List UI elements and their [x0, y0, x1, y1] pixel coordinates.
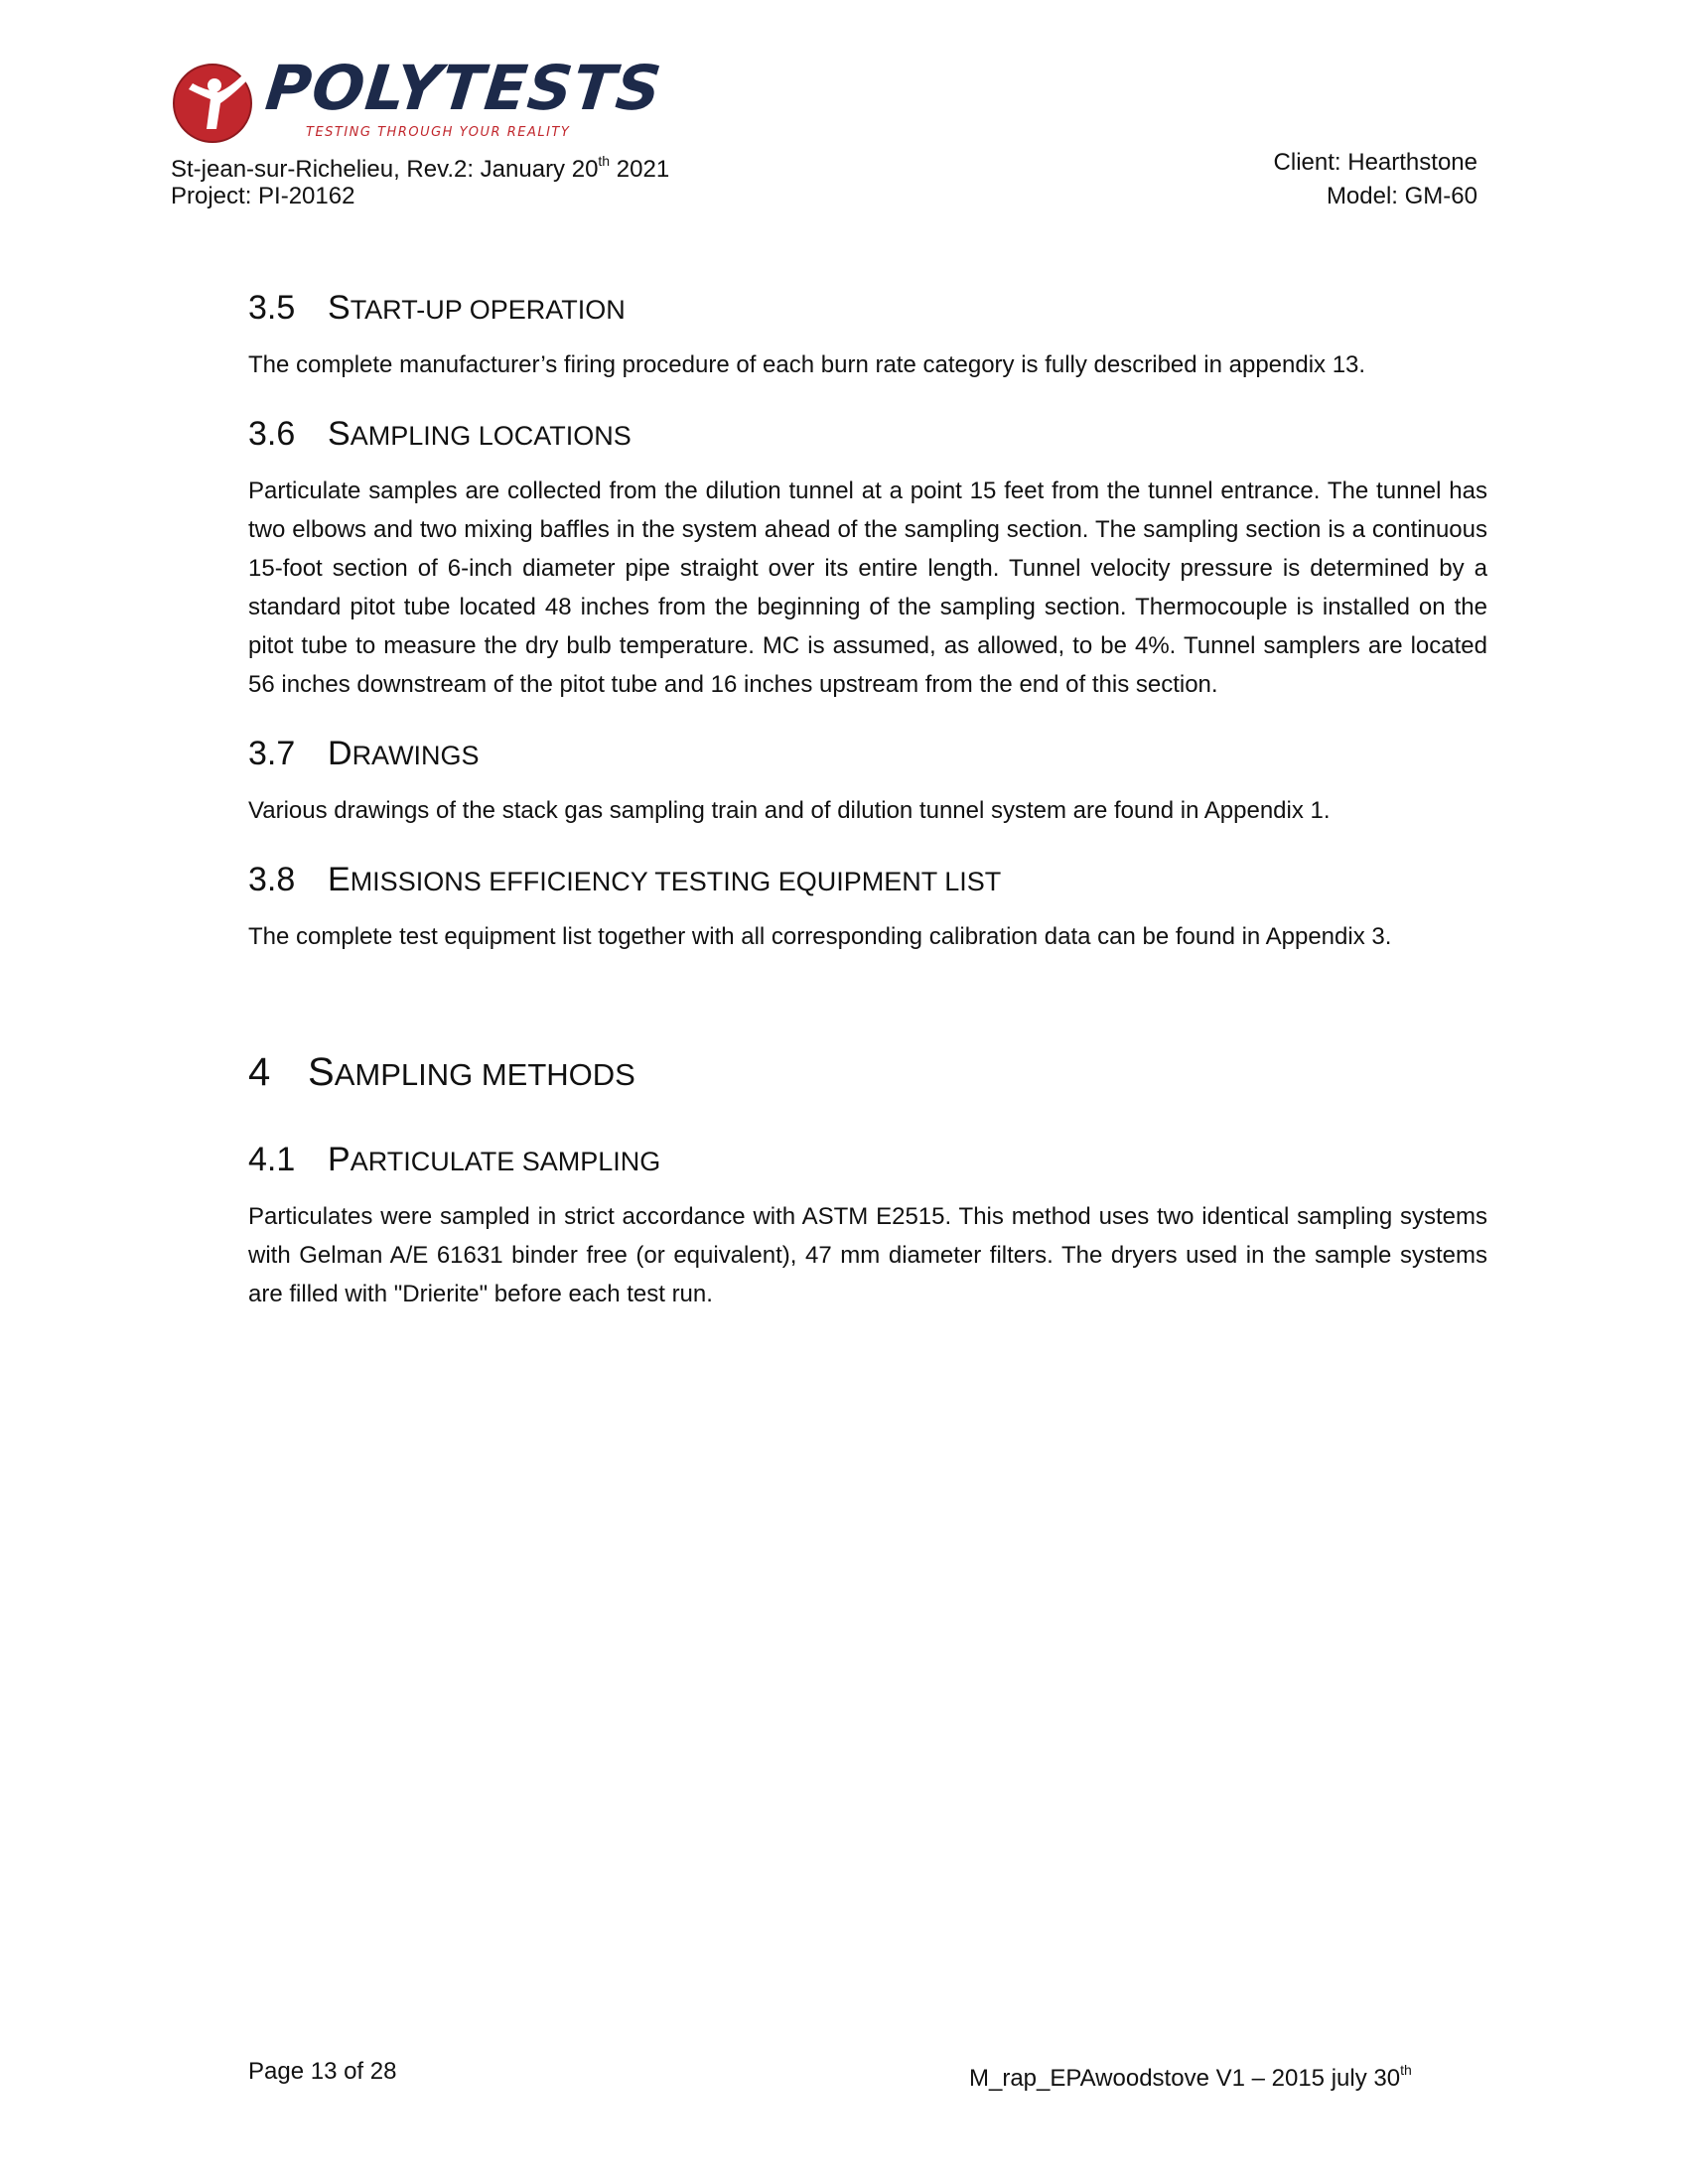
chapter-title-rest: AMPLING METHODS: [334, 1057, 635, 1092]
section-heading-3-7: [248, 724, 1487, 785]
polytests-logo: [171, 52, 666, 147]
section-body-3-6: Particulate samples are collected from the dilution tunnel at a point 15 feet from the tunnel entrance. The tunnel has two elbows and two mixing baffles in the system ahead of the sampling section. The sampling section is a continuous 15-foot section of 6-inch diameter pipe straight over its entire length. Tunnel velocity pressure is determined by a standard pitot tube located 48 inches from the beginning of the sampling section. Thermocouple is installed on the pitot tube to measure the dry bulb temperature. MC is assumed, as allowed, to be 4%. Tunnel samplers are located 56 inches downstream of the pitot tube and 16 inches upstream from the end of this section.: [248, 478, 1487, 698]
section-body-3-5: The complete manufacturer’s firing procedure of each burn rate category is fully described in appendix 13.: [248, 351, 1366, 378]
header-location-text: St-jean-sur-Richelieu, Rev.2: January 20: [171, 156, 599, 183]
footer-document-reference: [969, 2055, 1412, 2096]
main-content: [248, 278, 1487, 1313]
header-model: Model: GM-60: [1326, 183, 1477, 209]
polytests-logo-mark-icon: [171, 60, 260, 143]
section-number: 4.1: [248, 1141, 296, 1178]
section-title-rest: RAWINGS: [352, 741, 480, 770]
section-title-rest: AMPLING LOCATIONS: [350, 421, 632, 451]
section-body-3-7: Various drawings of the stack gas sampling train and of dilution tunnel system are found in Appendix 1.: [248, 797, 1331, 824]
section-number: 3.6: [248, 415, 296, 453]
footer-page-number: Page 13 of 28: [248, 2058, 397, 2085]
chapter-number: 4: [248, 1050, 271, 1094]
section-body-4-1: Particulates were sampled in strict accordance with ASTM E2515. This method uses two identical sampling systems with Gelman A/E 61631 binder free (or equivalent), 47 mm diameter filters. The dryers used in the sample systems are filled with "Drierite" before each test run.: [248, 1203, 1487, 1307]
section-title-rest: MISSIONS EFFICIENCY TESTING EQUIPMENT LIST: [350, 867, 1002, 896]
logo-wordmark: POLYTESTS: [262, 52, 666, 124]
section-number: 3.7: [248, 735, 296, 772]
section-heading-4-1: [248, 1130, 1487, 1191]
section-heading-3-6: [248, 404, 1487, 466]
section-title-initial: S: [328, 289, 351, 327]
footer-doc-ref-text: M_rap_EPAwoodstove V1 – 2015 july 30: [969, 2065, 1401, 2092]
section-body-3-8: The complete test equipment list together with all corresponding calibration data can be found in Appendix 3.: [248, 923, 1392, 950]
chapter-title-initial: S: [308, 1050, 335, 1094]
section-number: 3.5: [248, 289, 296, 327]
section-title-initial: P: [328, 1141, 351, 1178]
section-title-rest: TART-UP OPERATION: [350, 295, 626, 325]
header-project: Project: PI-20162: [171, 183, 355, 209]
header-year: 2021: [610, 156, 670, 183]
section-title-initial: E: [328, 861, 351, 898]
header-date-superscript: th: [598, 153, 611, 169]
footer-doc-ref-superscript: th: [1400, 2062, 1412, 2078]
logo-tagline: TESTING THROUGH YOUR REALITY: [306, 125, 571, 140]
chapter-heading-4: [248, 1037, 1487, 1110]
header-client: Client: Hearthstone: [1273, 149, 1477, 176]
section-heading-3-5: [248, 278, 1487, 340]
section-title-initial: S: [328, 415, 351, 453]
section-title-initial: D: [328, 735, 352, 772]
section-heading-3-8: [248, 850, 1487, 911]
section-title-rest: ARTICULATE SAMPLING: [350, 1147, 661, 1176]
section-number: 3.8: [248, 861, 296, 898]
